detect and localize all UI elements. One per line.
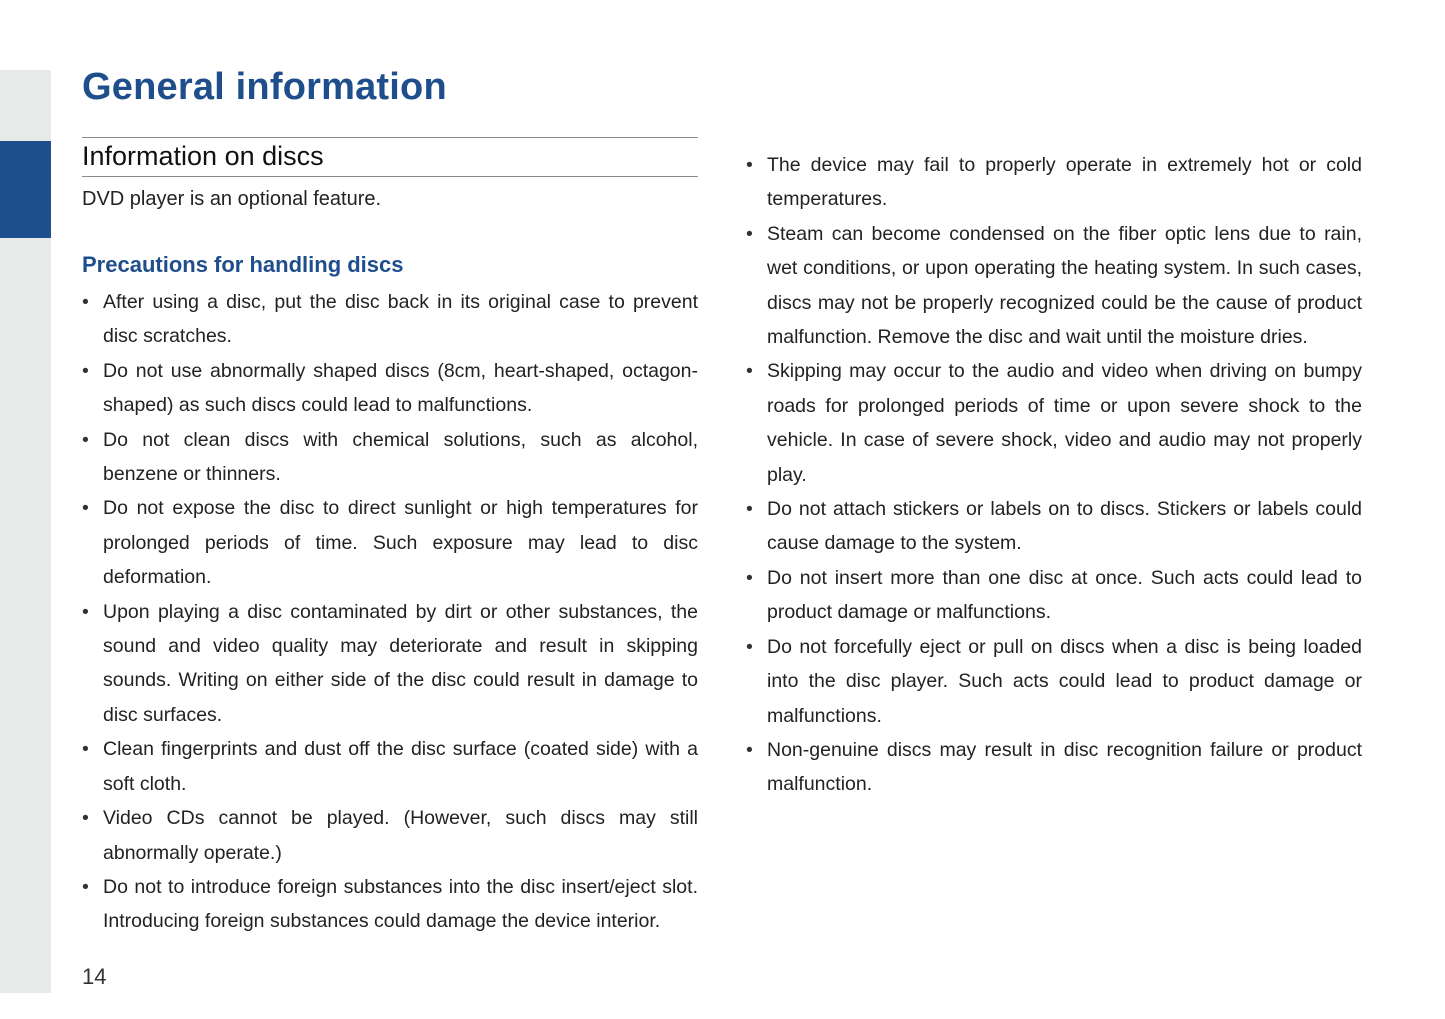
bullet-text: Do not insert more than one disc at once. Such acts could lead to product damage or malfunctions. xyxy=(767,566,1362,624)
left-bullet-list xyxy=(82,285,698,939)
bullet-text: Do not forcefully eject or pull on discs when a disc is being loaded into the disc player. Such acts could lead to product damage or malfunctions. xyxy=(767,635,1362,727)
bullet-text: Do not clean discs with chemical solutions, such as alcohol, benzene or thinners. xyxy=(103,428,698,486)
bullet-text: Do not expose the disc to direct sunlight or high temperatures for prolonged periods of time. Such exposure may lead to disc deformation. xyxy=(103,497,698,589)
bullet-text: Clean fingerprints and dust off the disc surface (coated side) with a soft cloth. xyxy=(103,738,698,795)
chapter-tab xyxy=(0,141,51,238)
bullet-text: Non-genuine discs may result in disc recognition failure or product malfunction. xyxy=(767,738,1362,796)
bullet-item xyxy=(746,561,1362,630)
bullet-item xyxy=(82,491,698,594)
bullet-item xyxy=(746,354,1362,492)
bullet-text: Video CDs cannot be played. (However, such discs may still abnormally operate.) xyxy=(103,807,698,864)
bullet-item xyxy=(746,217,1362,355)
bullet-text: Do not use abnormally shaped discs (8cm, heart-shaped, octagon-shaped) as such discs could lead to malfunctions. xyxy=(103,359,698,417)
bullet-text: Do not to introduce foreign substances into the disc insert/eject slot. Introducing foreign substances could damage the device interior. xyxy=(103,875,698,933)
bullet-item xyxy=(82,801,698,870)
bullet-item xyxy=(82,732,698,801)
bullet-icon: • xyxy=(82,807,89,830)
right-bullet-list xyxy=(746,148,1362,802)
bullet-icon: • xyxy=(82,875,89,898)
bullet-icon: • xyxy=(82,738,89,761)
bullet-icon: • xyxy=(746,635,753,658)
bullet-item xyxy=(82,354,698,423)
bullet-icon: • xyxy=(746,738,753,761)
bullet-text: Skipping may occur to the audio and video when driving on bumpy roads for prolonged periods of time or upon severe shock to the vehicle. In case of severe shock, video and audio may not properly play. xyxy=(767,360,1362,486)
bullet-icon: • xyxy=(82,291,89,313)
page-title: General information xyxy=(82,66,447,108)
bullet-item xyxy=(746,148,1362,217)
bullet-icon: • xyxy=(746,566,753,589)
bullet-item xyxy=(82,285,698,354)
bullet-icon: • xyxy=(746,154,753,176)
bullet-item xyxy=(82,423,698,492)
bullet-icon: • xyxy=(82,600,89,623)
bullet-item xyxy=(746,492,1362,561)
bullet-item xyxy=(82,595,698,733)
page-number: 14 xyxy=(82,964,107,989)
section-header xyxy=(82,137,698,177)
bullet-item xyxy=(746,733,1362,802)
bullet-text: Upon playing a disc contaminated by dirt or other substances, the sound and video quality may deteriorate and result in skipping sounds. Writing on either side of the disc could result in damage to disc surfaces. xyxy=(103,600,698,726)
bullet-icon: • xyxy=(82,497,89,520)
bullet-icon: • xyxy=(82,359,89,382)
bullet-text: The device may fail to properly operate in extremely hot or cold temperatures. xyxy=(767,154,1362,211)
bullet-icon: • xyxy=(746,360,753,383)
bullet-text: Steam can become condensed on the fiber optic lens due to rain, wet conditions, or upon operating the heating system. In such cases, discs may not be properly recognized could be the cause of product malfunction. Remove the disc and wait until the moisture dries. xyxy=(767,222,1362,349)
subsection-title: Precautions for handling discs xyxy=(82,252,404,277)
bullet-icon: • xyxy=(746,222,753,245)
section-title: Information on discs xyxy=(82,141,324,171)
bullet-text: After using a disc, put the disc back in its original case to prevent disc scratches. xyxy=(103,291,698,348)
bullet-text: Do not attach stickers or labels on to discs. Stickers or labels could cause damage to the system. xyxy=(767,498,1362,555)
intro-text: DVD player is an optional feature. xyxy=(82,188,382,210)
bullet-icon: • xyxy=(746,498,753,521)
bullet-item xyxy=(746,630,1362,733)
bullet-item xyxy=(82,870,698,939)
bullet-icon: • xyxy=(82,428,89,451)
